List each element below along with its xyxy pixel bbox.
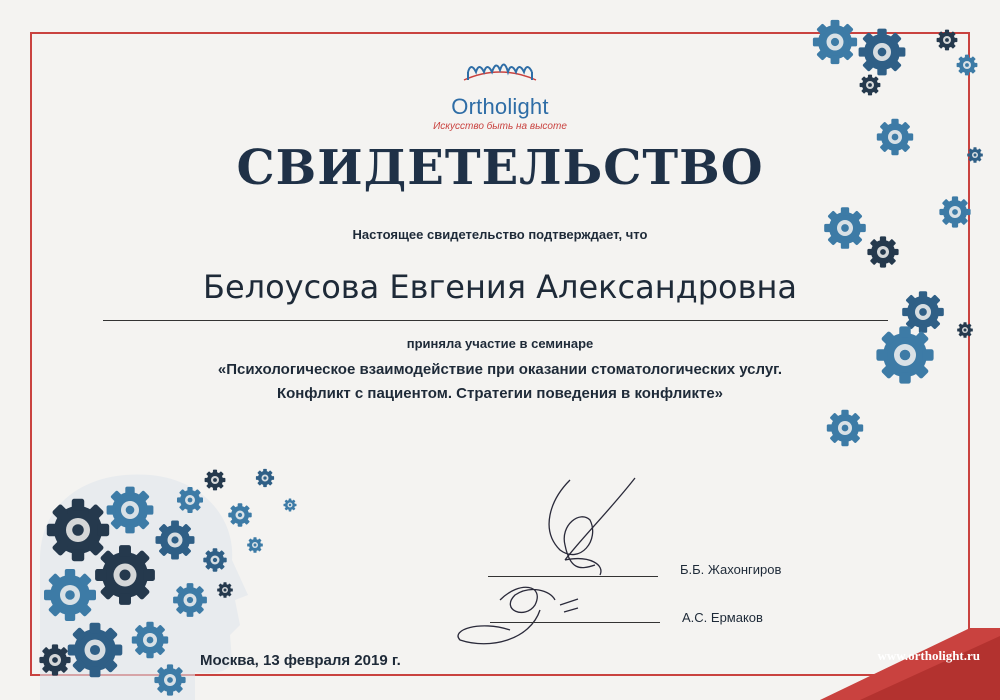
confirm-text: Настоящее свидетельство подтверждает, что <box>352 227 648 242</box>
signature-line-2 <box>490 622 660 623</box>
logo-tagline: Искусство быть на высоте <box>433 121 567 132</box>
signature-line-1 <box>488 576 658 577</box>
certificate-title: СВИДЕТЕЛЬСТВО <box>236 140 764 196</box>
seminar-line-2: Конфликт с пациентом. Стратегии поведения в конфликте» <box>276 385 724 402</box>
ortholight-logo <box>420 50 580 140</box>
participation-text: приняла участие в семинаре <box>406 336 594 351</box>
handwritten-signatures <box>430 470 690 670</box>
recipient-underline <box>103 320 888 321</box>
tooth-arc-logo-icon <box>460 50 540 90</box>
seminar-title <box>150 358 850 406</box>
place-date: Москва, 13 февраля 2019 г. <box>200 652 401 669</box>
signer-1: Б.Б. Жахонгиров <box>680 562 782 577</box>
logo-name: Ortholight <box>451 94 549 119</box>
recipient-name: Белоусова Евгения Александровна <box>202 268 798 306</box>
signer-2: А.С. Ермаков <box>682 610 763 625</box>
website-link[interactable]: www.ortholight.ru <box>877 648 980 663</box>
website-band <box>820 628 1000 700</box>
seminar-line-1: «Психологическое взаимодействие при оказании стоматологических услуг. <box>217 361 783 378</box>
